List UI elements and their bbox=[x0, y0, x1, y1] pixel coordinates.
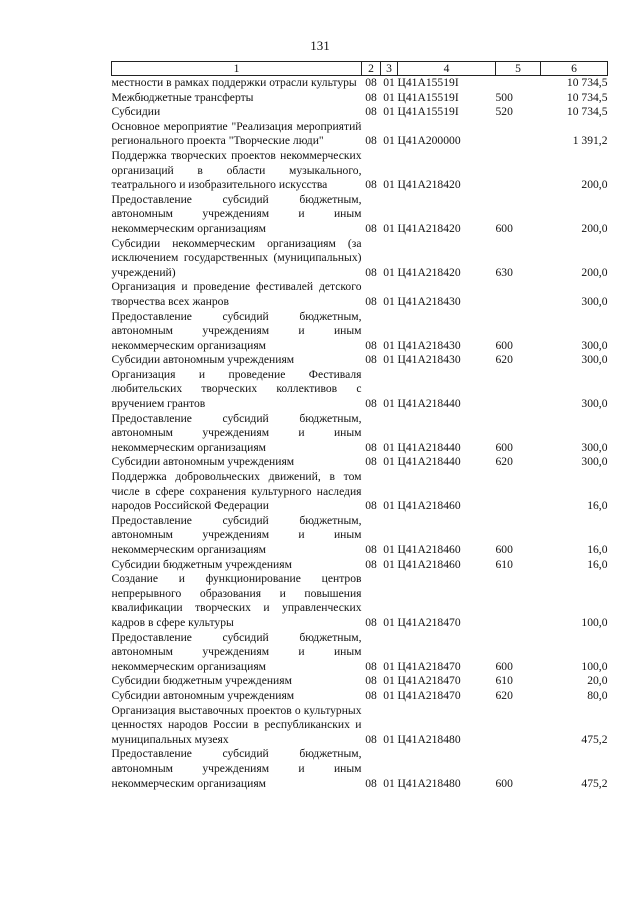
row-amount: 300,0 bbox=[581, 440, 608, 454]
row-target-code: Ц41А218460 bbox=[397, 543, 461, 556]
row-section: 08 bbox=[365, 134, 377, 148]
table-row bbox=[112, 280, 608, 309]
row-expense-type bbox=[496, 470, 541, 514]
row-target-code: Ц41А218440 bbox=[397, 440, 461, 454]
table-row bbox=[112, 704, 608, 748]
row-subsection: 01 bbox=[383, 499, 395, 513]
row-amount: 10 734,5 bbox=[566, 105, 608, 119]
row-subsection: 01 bbox=[383, 732, 395, 746]
row-name: Предоставление субсидий бюджетным, автономным учреждениям и иным некоммерческим организациям bbox=[111, 309, 362, 352]
row-amount: 1 391,2 bbox=[572, 134, 608, 148]
row-amount: 10 734,5 bbox=[566, 76, 608, 89]
row-amount: 16,0 bbox=[587, 499, 608, 513]
row-expense-type: 600 bbox=[495, 338, 513, 352]
row-target-code: Ц41А218430 bbox=[397, 294, 461, 308]
row-subsection: 01 bbox=[383, 659, 395, 673]
row-expense-type: 600 bbox=[495, 221, 513, 235]
row-amount: 200,0 bbox=[581, 265, 608, 279]
table-row bbox=[112, 674, 608, 689]
row-expense-type: 610 bbox=[495, 674, 513, 688]
table-row bbox=[112, 353, 608, 368]
row-name: Предоставление субсидий бюджетным, автономным учреждениям и иным некоммерческим организациям bbox=[111, 747, 362, 790]
row-target-code: Ц41А218420 bbox=[397, 265, 461, 279]
row-target-code: Ц41А218430 bbox=[397, 338, 461, 352]
row-name: Субсидии bbox=[111, 105, 161, 119]
row-subsection: 01 bbox=[383, 134, 395, 148]
row-section: 08 bbox=[365, 265, 377, 279]
row-target-code: Ц41А218420 bbox=[397, 221, 461, 235]
row-subsection: 01 bbox=[383, 674, 395, 688]
row-target-code: Ц41А15519I bbox=[397, 90, 459, 104]
table-header bbox=[112, 62, 608, 76]
row-subsection: 01 bbox=[383, 440, 395, 454]
row-section: 08 bbox=[365, 294, 377, 308]
row-amount: 20,0 bbox=[587, 674, 608, 688]
row-amount: 10 734,5 bbox=[566, 90, 608, 104]
row-target-code: Ц41А15519I bbox=[397, 76, 459, 89]
row-expense-type: 600 bbox=[495, 543, 513, 556]
row-expense-type bbox=[496, 368, 541, 412]
row-name: Субсидии некоммерческим организациям (за исключением государственных (муниципальных) учреждений) bbox=[111, 236, 362, 279]
row-section: 08 bbox=[365, 90, 377, 104]
row-expense-type: 520 bbox=[495, 105, 513, 119]
row-expense-type: 600 bbox=[495, 776, 513, 790]
column-header-5: 5 bbox=[496, 62, 541, 76]
row-section: 08 bbox=[365, 178, 377, 192]
page-number: 131 bbox=[310, 38, 330, 53]
row-target-code: Ц41А218440 bbox=[397, 397, 461, 411]
row-name: Субсидии автономным учреждениям bbox=[111, 455, 295, 469]
row-subsection: 01 bbox=[383, 615, 395, 629]
header-row bbox=[112, 62, 608, 76]
column-header-1: 1 bbox=[112, 62, 362, 76]
row-section: 08 bbox=[365, 659, 377, 673]
row-expense-type: 500 bbox=[495, 90, 513, 104]
table-row bbox=[112, 455, 608, 470]
column-header-3: 3 bbox=[381, 62, 398, 76]
row-section: 08 bbox=[365, 688, 377, 702]
row-target-code: Ц41А218470 bbox=[397, 688, 461, 702]
row-target-code: Ц41А218460 bbox=[397, 557, 461, 571]
row-name: Субсидии автономным учреждениям bbox=[111, 353, 295, 367]
row-subsection: 01 bbox=[383, 557, 395, 571]
row-name: местности в рамках поддержки отрасли культуры bbox=[111, 76, 357, 89]
row-name: Организация выставочных проектов о культурных ценностях народов России в республиканских и муниципальных музеях bbox=[111, 703, 362, 746]
row-name: Предоставление субсидий бюджетным, автономным учреждениям и иным некоммерческим организациям bbox=[111, 192, 362, 235]
row-expense-type: 620 bbox=[495, 455, 513, 469]
row-expense-type: 600 bbox=[495, 440, 513, 454]
row-subsection: 01 bbox=[383, 353, 395, 367]
row-subsection: 01 bbox=[383, 76, 395, 89]
row-target-code: Ц41А15519I bbox=[397, 105, 459, 119]
row-section: 08 bbox=[365, 338, 377, 352]
row-subsection: 01 bbox=[383, 688, 395, 702]
table-row bbox=[112, 193, 608, 237]
row-section: 08 bbox=[365, 353, 377, 367]
row-amount: 475,2 bbox=[581, 776, 608, 790]
table-row bbox=[112, 120, 608, 149]
table-row bbox=[112, 747, 608, 791]
row-subsection: 01 bbox=[383, 543, 395, 556]
row-target-code: Ц41А218470 bbox=[397, 615, 461, 629]
row-section: 08 bbox=[365, 543, 377, 556]
row-section: 08 bbox=[365, 499, 377, 513]
row-expense-type bbox=[496, 76, 541, 91]
row-amount: 16,0 bbox=[587, 543, 608, 556]
row-name: Организация и проведение Фестиваля любительских творческих коллективов с вручением грантов bbox=[111, 367, 362, 411]
table-row bbox=[112, 76, 608, 91]
row-expense-type: 630 bbox=[495, 265, 513, 279]
row-target-code: Ц41А218470 bbox=[397, 659, 461, 673]
row-target-code: Ц41А200000 bbox=[397, 134, 461, 148]
row-target-code: Ц41А218420 bbox=[397, 178, 461, 192]
table-row bbox=[112, 558, 608, 573]
table-row bbox=[112, 689, 608, 704]
row-name: Создание и функционирование центров непрерывного образования и повышения квалификации творческих и управленческих кадров в сфере культуры bbox=[111, 572, 362, 629]
row-name: Межбюджетные трансферты bbox=[111, 90, 254, 104]
row-amount: 300,0 bbox=[581, 294, 608, 308]
row-amount: 100,0 bbox=[581, 615, 608, 629]
row-subsection: 01 bbox=[383, 397, 395, 411]
row-section: 08 bbox=[365, 76, 377, 89]
table-row bbox=[112, 105, 608, 120]
row-name: Предоставление субсидий бюджетным, автономным учреждениям и иным некоммерческим организациям bbox=[111, 630, 362, 673]
row-amount: 300,0 bbox=[581, 338, 608, 352]
row-name: Предоставление субсидий бюджетным, автономным учреждениям и иным некоммерческим организациям bbox=[111, 513, 362, 556]
row-amount: 80,0 bbox=[587, 688, 608, 702]
row-target-code: Ц41А218440 bbox=[397, 455, 461, 469]
row-section: 08 bbox=[365, 440, 377, 454]
row-section: 08 bbox=[365, 455, 377, 469]
budget-table bbox=[111, 61, 608, 791]
row-amount: 100,0 bbox=[581, 659, 608, 673]
table-row bbox=[112, 310, 608, 354]
table-row bbox=[112, 514, 608, 558]
column-header-6: 6 bbox=[541, 62, 608, 76]
row-expense-type bbox=[496, 149, 541, 193]
row-amount: 300,0 bbox=[581, 455, 608, 469]
row-name: Субсидии автономным учреждениям bbox=[111, 688, 295, 702]
row-target-code: Ц41А218470 bbox=[397, 674, 461, 688]
row-section: 08 bbox=[365, 105, 377, 119]
table-row bbox=[112, 149, 608, 193]
row-name: Субсидии бюджетным учреждениям bbox=[111, 557, 292, 571]
row-amount: 200,0 bbox=[581, 221, 608, 235]
table-row bbox=[112, 631, 608, 675]
table-row bbox=[112, 368, 608, 412]
row-name: Основное мероприятие "Реализация мероприятий регионального проекта "Творческие люди" bbox=[111, 119, 362, 148]
row-section: 08 bbox=[365, 674, 377, 688]
row-target-code: Ц41А218460 bbox=[397, 499, 461, 513]
row-expense-type: 610 bbox=[495, 557, 513, 571]
row-amount: 200,0 bbox=[581, 178, 608, 192]
row-subsection: 01 bbox=[383, 776, 395, 790]
row-subsection: 01 bbox=[383, 221, 395, 235]
row-expense-type bbox=[496, 120, 541, 149]
row-name: Организация и проведение фестивалей детского творчества всех жанров bbox=[111, 280, 362, 308]
table-row bbox=[112, 572, 608, 630]
row-expense-type bbox=[496, 572, 541, 630]
row-subsection: 01 bbox=[383, 90, 395, 104]
row-subsection: 01 bbox=[383, 455, 395, 469]
table-row bbox=[112, 470, 608, 514]
row-target-code: Ц41А218480 bbox=[397, 732, 461, 746]
row-expense-type: 600 bbox=[495, 659, 513, 673]
row-subsection: 01 bbox=[383, 265, 395, 279]
row-subsection: 01 bbox=[383, 105, 395, 119]
column-header-2: 2 bbox=[362, 62, 381, 76]
table-row bbox=[112, 91, 608, 106]
row-section: 08 bbox=[365, 397, 377, 411]
row-expense-type bbox=[496, 280, 541, 309]
table-body bbox=[112, 76, 608, 792]
row-name: Предоставление субсидий бюджетным, автономным учреждениям и иным некоммерческим организациям bbox=[111, 411, 362, 454]
row-target-code: Ц41А218480 bbox=[397, 776, 461, 790]
table-row bbox=[112, 237, 608, 281]
row-expense-type: 620 bbox=[495, 353, 513, 367]
row-subsection: 01 bbox=[383, 338, 395, 352]
row-expense-type bbox=[496, 704, 541, 748]
row-section: 08 bbox=[365, 615, 377, 629]
row-name: Поддержка добровольческих движений, в том числе в сфере сохранения культурного наследия народов Российской Федерации bbox=[111, 470, 362, 513]
row-section: 08 bbox=[365, 557, 377, 571]
row-section: 08 bbox=[365, 732, 377, 746]
row-section: 08 bbox=[365, 221, 377, 235]
row-name: Поддержка творческих проектов некоммерческих организаций в области музыкального, театрального и изобразительного искусства bbox=[111, 148, 362, 192]
row-amount: 16,0 bbox=[587, 557, 608, 571]
row-subsection: 01 bbox=[383, 294, 395, 308]
row-subsection: 01 bbox=[383, 178, 395, 192]
row-expense-type: 620 bbox=[495, 688, 513, 702]
row-amount: 475,2 bbox=[581, 732, 608, 746]
row-target-code: Ц41А218430 bbox=[397, 353, 461, 367]
row-name: Субсидии бюджетным учреждениям bbox=[111, 674, 292, 688]
row-amount: 300,0 bbox=[581, 353, 608, 367]
table-row bbox=[112, 412, 608, 456]
column-header-4: 4 bbox=[398, 62, 496, 76]
row-amount: 300,0 bbox=[581, 397, 608, 411]
row-section: 08 bbox=[365, 776, 377, 790]
